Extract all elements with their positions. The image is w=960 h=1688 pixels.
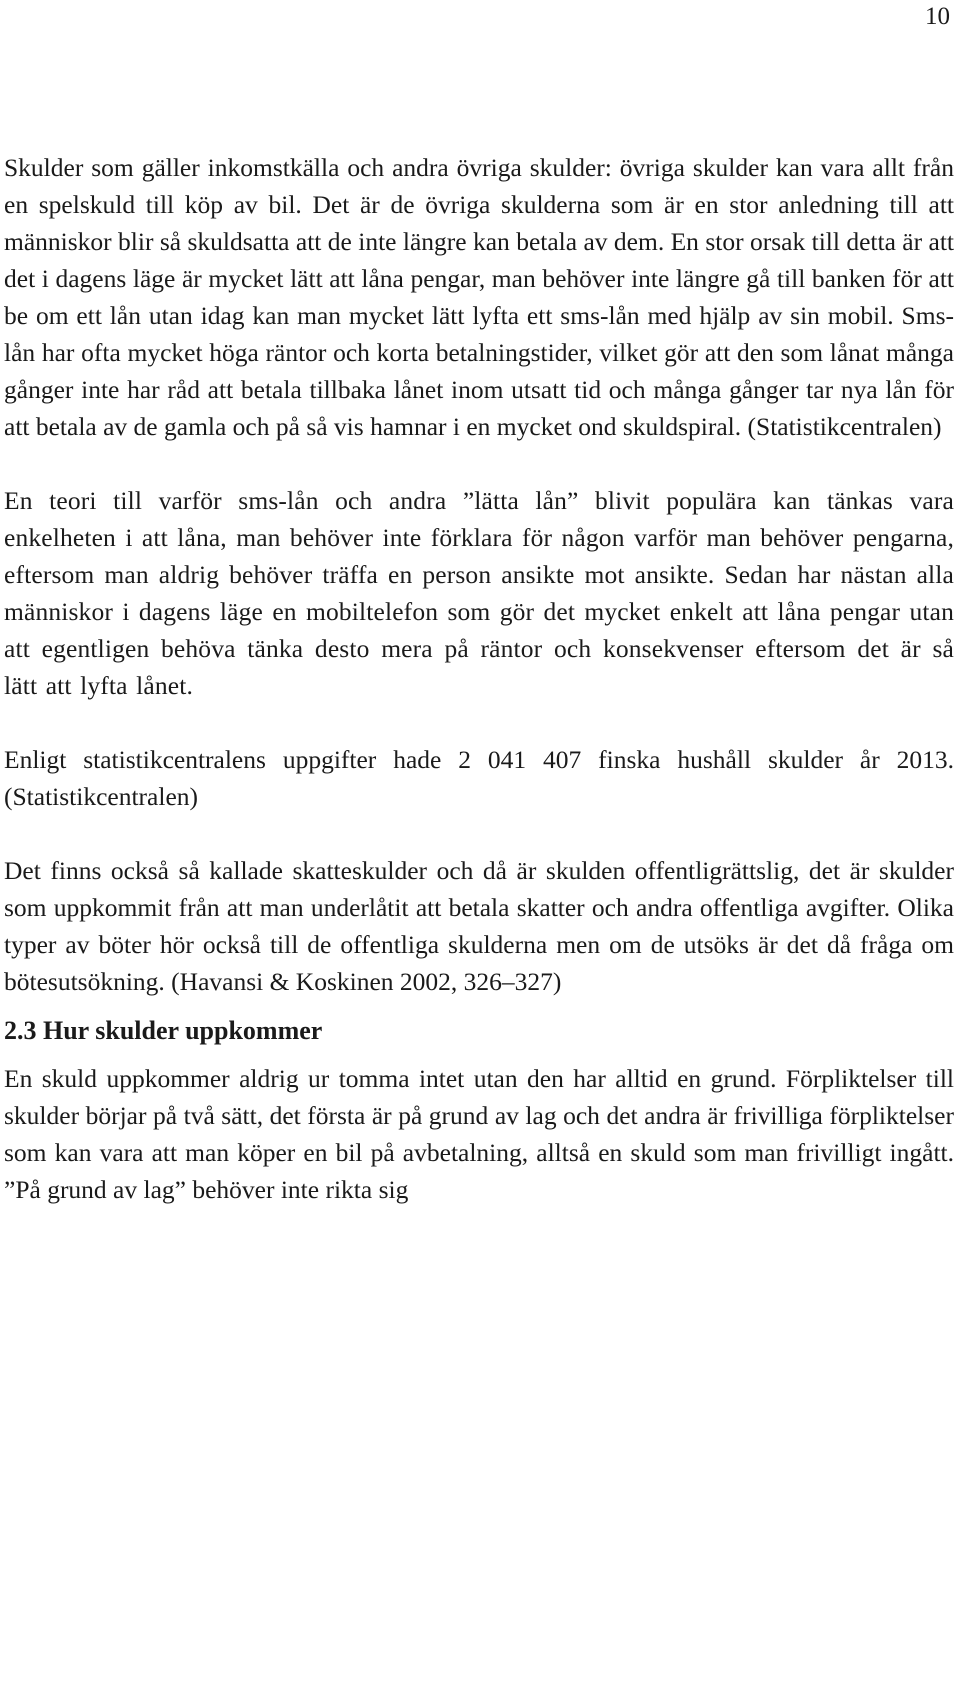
paragraph-gap: [4, 815, 954, 852]
paragraph-gap: [4, 445, 954, 482]
heading-gap: [4, 1050, 954, 1060]
document-body: [4, 149, 954, 1208]
paragraph-household-statistics: Enligt statistikcentralens uppgifter hade 2 041 407 finska hushåll skulder år 2013. (Statistikcentralen): [4, 745, 954, 811]
paragraph-other-debts: Skulder som gäller inkomstkälla och andra övriga skulder: övriga skulder kan vara allt från en spelskuld till köp av bil. Det är de övriga skulderna som är en stor anledning till att människor blir så skuldsatta att de inte längre kan betala av dem. En stor orsak till detta är att det i dagens läge är mycket lätt att låna pengar, man behöver inte längre gå till banken för att be om ett lån utan idag kan man mycket lätt lyfta ett sms-lån med hjälp av sin mobil. Sms-lån har ofta mycket höga räntor och korta betalningstider, vilket gör att den som lånat många gånger inte har råd att betala tillbaka lånet inom utsatt tid och många gånger tar nya lån för att betala av de gamla och på så vis hamnar i en mycket ond skuldspiral. (Statistikcentralen): [4, 153, 954, 441]
paragraph-how-debts-arise: En skuld uppkommer aldrig ur tomma intet utan den har alltid en grund. Förpliktelser till skulder börjar på två sätt, det första är på grund av lag och det andra är frivilliga förpliktelser som kan vara att man köper en bil på avbetalning, alltså en skuld som man frivilligt ingått. ”På grund av lag” behöver inte rikta sig: [4, 1064, 954, 1204]
paragraph-tax-debts: Det finns också så kallade skatteskulder och då är skulden offentligrättslig, det är skulder som uppkommit från att man underlåtit att betala skatter och andra offentliga avgifter. Olika typer av böter hör också till de offentliga skulderna men om de utsöks är det då fråga om bötesutsökning. (Havansi & Koskinen 2002, 326–327): [4, 856, 954, 996]
paragraph-gap: [4, 704, 954, 741]
section-heading: 2.3 Hur skulder uppkommer: [4, 1016, 323, 1045]
page-number: 10: [925, 3, 950, 30]
heading-gap: [4, 1000, 954, 1012]
paragraph-sms-loan-theory: En teori till varför sms-lån och andra ”lätta lån” blivit populära kan tänkas vara enkelheten i att låna, man behöver inte förklara för någon varför man behöver pengarna, eftersom man aldrig behöver träffa en person ansikte mot ansikte. Sedan har nästan alla människor i dagens läge en mobiltelefon som gör det mycket enkelt att låna pengar utan att egentligen behöva tänka desto mera på räntor och konsekvenser eftersom det är så lätt att lyfta lånet.: [4, 486, 954, 700]
